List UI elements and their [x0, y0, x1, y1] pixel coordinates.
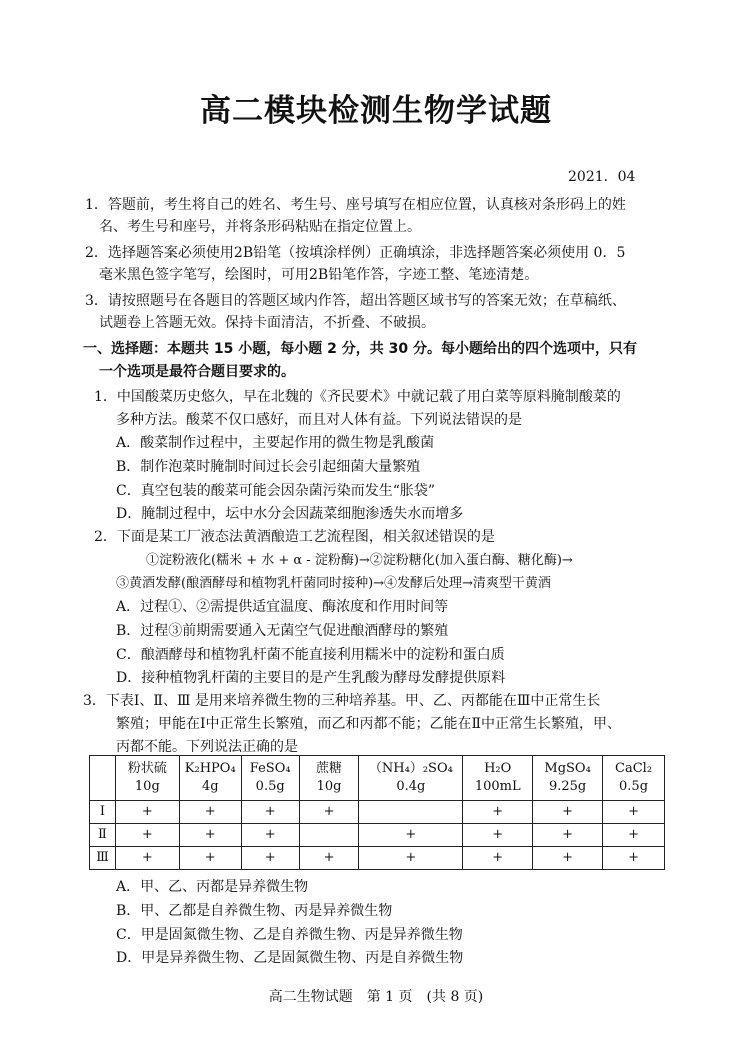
row-label: Ⅲ	[90, 847, 116, 870]
table-cell: +	[463, 847, 533, 870]
question-3-stem: 丙都不能。下列说法正确的是	[116, 739, 298, 755]
ingredient-name: CaCl₂	[615, 761, 653, 776]
ingredient-name: K₂HPO₄	[184, 761, 236, 776]
table-cell	[299, 824, 359, 847]
table-header-cell	[603, 756, 665, 801]
page-footer: 高二生物试题 第 1 页 (共 8 页)	[268, 989, 484, 1005]
section-heading: 一、选择题：本题共 15 小题，每小题 2 分，共 30 分。每小题给出的四个选项中，只有	[83, 341, 637, 357]
table-header-cell	[359, 756, 463, 801]
table-header-cell	[115, 756, 179, 801]
table-cell: +	[463, 824, 533, 847]
question-3-option-b: B．甲、乙都是自养微生物、丙是异养微生物	[116, 903, 393, 919]
table-cell: +	[241, 801, 299, 824]
table-cell: +	[359, 824, 463, 847]
ingredient-amount: 100mL	[474, 779, 521, 794]
table-cell: +	[179, 847, 241, 870]
question-3-stem: 3．下表Ⅰ、Ⅱ、Ⅲ 是用来培养微生物的三种培养基。甲、乙、丙都能在Ⅲ中正常生长	[83, 693, 601, 709]
table-cell: +	[115, 847, 179, 870]
question-3-stem: 繁殖；甲能在Ⅰ中正常生长繁殖，而乙和丙都不能；乙能在Ⅱ中正常生长繁殖，甲、	[116, 716, 622, 732]
exam-date: 2021．04	[568, 169, 636, 185]
process-flow: ③黄酒发酵(酿酒酵母和植物乳杆菌同时接种)→④发酵后处理→清爽型干黄酒	[116, 576, 551, 591]
ingredient-amount: 0.5g	[255, 779, 285, 794]
instruction-line: 试题卷上答题无效。保持卡面清洁，不折叠、不破损。	[99, 315, 435, 331]
table-row	[90, 824, 665, 847]
table-cell: +	[115, 801, 179, 824]
question-1-option-a: A．酸菜制作过程中，主要起作用的微生物是乳酸菌	[116, 435, 435, 451]
table-header-cell	[241, 756, 299, 801]
process-flow: ①淀粉液化(糯米 + 水 + α - 淀粉酶)→②淀粉糖化(加入蛋白酶、糖化酶)→	[146, 553, 573, 568]
table-cell: +	[179, 801, 241, 824]
row-label: Ⅱ	[90, 824, 116, 847]
ingredient-name: MgSO₄	[544, 761, 591, 776]
question-1-option-d: D．腌制过程中，坛中水分会因蔬菜细胞渗透失水而增多	[116, 506, 464, 522]
table-row	[90, 801, 665, 824]
question-1-option-c: C．真空包装的酸菜可能会因杂菌污染而发生“胀袋”	[116, 483, 436, 499]
question-2-option-b: B．过程③前期需要通入无菌空气促进酿酒酵母的繁殖	[116, 623, 449, 639]
ingredient-amount: 9.25g	[548, 779, 587, 794]
table-row	[90, 847, 665, 870]
ingredient-name: 粉状硫	[127, 761, 167, 776]
row-label: Ⅰ	[90, 801, 116, 824]
table-cell: +	[603, 824, 665, 847]
table-header-cell	[299, 756, 359, 801]
table-cell: +	[463, 801, 533, 824]
table-cell: +	[533, 824, 603, 847]
instruction-line: 2．选择题答案必须使用2B铅笔（按填涂样例）正确填涂，非选择题答案必须使用 0．5	[85, 245, 626, 261]
table-cell: +	[299, 801, 359, 824]
table-header-row	[90, 756, 665, 801]
question-3-option-c: C．甲是固氮微生物、乙是自养微生物、丙是异养微生物	[116, 927, 463, 943]
ingredient-amount: 10g	[134, 779, 160, 794]
ingredient-name: （NH₄）₂SO₄	[368, 761, 453, 776]
instruction-line: 毫米黑色签字笔写，绘图时，可用2B铅笔作答，字迹工整、笔迹清楚。	[99, 267, 539, 283]
table-cell: +	[179, 824, 241, 847]
culture-medium-table	[89, 755, 665, 870]
table-cell: +	[533, 801, 603, 824]
ingredient-name: FeSO₄	[249, 761, 291, 776]
section-heading: 一个选项是最符合题目要求的。	[99, 364, 295, 380]
question-2-stem: 2．下面是某工厂液态法黄酒酿造工艺流程图，相关叙述错误的是	[94, 529, 495, 545]
table-cell: +	[603, 801, 665, 824]
table-cell: +	[533, 847, 603, 870]
question-2-option-c: C．酿酒酵母和植物乳杆菌不能直接利用糯米中的淀粉和蛋白质	[116, 647, 505, 663]
ingredient-amount: 4g	[201, 779, 219, 794]
page-title: 高二模块检测生物学试题	[200, 93, 552, 129]
question-1-option-b: B．制作泡菜时腌制时间过长会引起细菌大量繁殖	[116, 459, 421, 475]
table-cell	[359, 801, 463, 824]
table-header-cell	[463, 756, 533, 801]
ingredient-amount: 0.4g	[396, 779, 426, 794]
instruction-line: 3．请按照题号在各题目的答题区域内作答，超出答题区域书写的答案无效；在草稿纸、	[85, 293, 626, 309]
table-header-cell	[179, 756, 241, 801]
ingredient-name: H₂O	[484, 761, 512, 776]
table-cell: +	[241, 824, 299, 847]
instruction-line: 1．答题前，考生将自己的姓名、考生号、座号填写在相应位置，认真核对条形码上的姓	[85, 197, 626, 213]
instruction-line: 名、考生号和座号，并将条形码粘贴在指定位置上。	[99, 219, 421, 235]
question-3-option-a: A．甲、乙、丙都是异养微生物	[116, 879, 309, 895]
table-cell: +	[115, 824, 179, 847]
question-1-stem: 多种方法。酸菜不仅口感好，而且对人体有益。下列说法错误的是	[116, 412, 522, 428]
table-cell: +	[603, 847, 665, 870]
table-cell: +	[241, 847, 299, 870]
question-3-option-d: D．甲是异养微生物、乙是固氮微生物、丙是自养微生物	[116, 950, 464, 966]
table-cell: +	[299, 847, 359, 870]
table-header-cell	[533, 756, 603, 801]
ingredient-amount: 0.5g	[619, 779, 649, 794]
table-corner-cell	[90, 756, 116, 801]
ingredient-amount: 10g	[316, 779, 342, 794]
question-1-stem: 1．中国酸菜历史悠久，早在北魏的《齐民要术》中就记载了用白菜等原料腌制酸菜的	[94, 389, 621, 405]
question-2-option-d: D．接种植物乳杆菌的主要目的是产生乳酸为酵母发酵提供原料	[116, 670, 506, 686]
question-2-option-a: A．过程①、②需提供适宜温度、酶浓度和作用时间等	[116, 599, 449, 615]
ingredient-name: 蔗糖	[316, 761, 343, 776]
table-cell: +	[359, 847, 463, 870]
